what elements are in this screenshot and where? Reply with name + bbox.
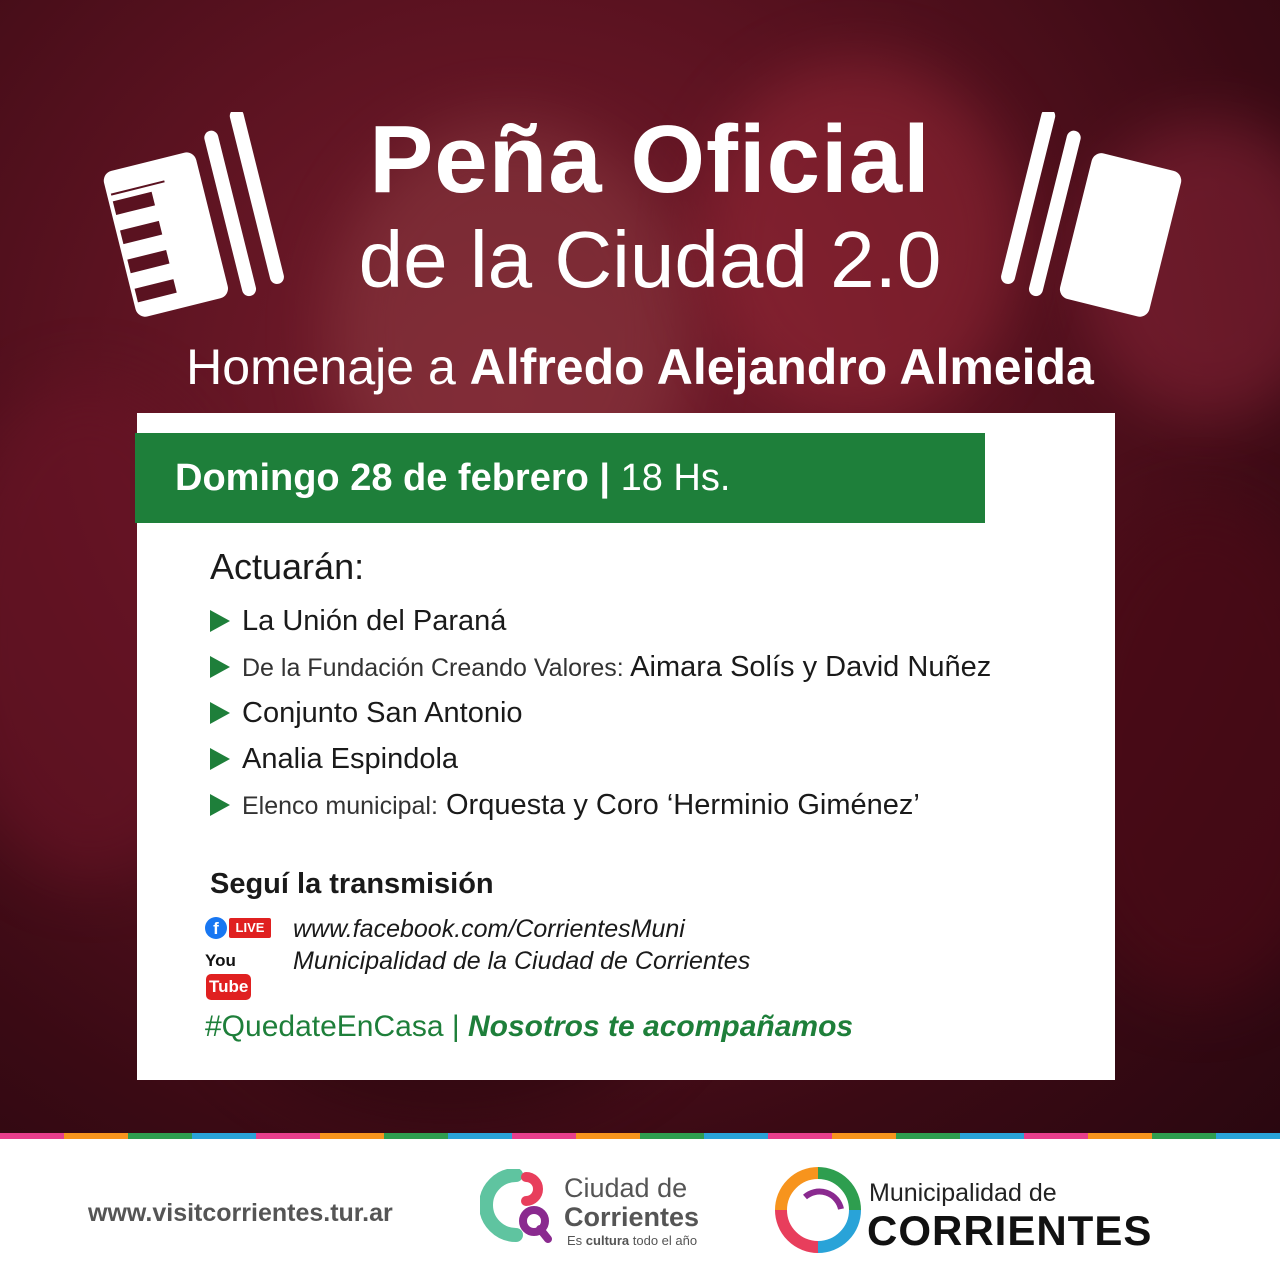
title-line-1: Peña Oficial: [369, 106, 931, 213]
performer-name: Conjunto San Antonio: [242, 697, 523, 729]
website-link[interactable]: www.visitcorrientes.tur.ar: [88, 1199, 393, 1227]
play-triangle-icon: [210, 610, 230, 632]
event-title: [300, 106, 1000, 310]
stream-heading: Seguí la transmisión: [210, 868, 494, 900]
accordion-icon: [95, 112, 295, 322]
info-card: [137, 413, 1115, 1080]
cdc-tagline: [567, 1233, 697, 1248]
play-triangle-icon: [210, 702, 230, 724]
accordion-icon: [990, 112, 1190, 322]
homage-prefix: Homenaje a: [186, 339, 456, 395]
facebook-icon: f: [205, 917, 227, 939]
cdc-logo-mark-icon: [480, 1169, 554, 1245]
municipalidad-name-line-2: CORRIENTES: [867, 1207, 1153, 1254]
event-time: 18 Hs.: [620, 457, 731, 499]
list-item: [210, 644, 991, 690]
slogan: Nosotros te acompañamos: [468, 1010, 854, 1043]
list-item: [210, 598, 991, 644]
play-triangle-icon: [210, 656, 230, 678]
youtube-stream-row: [205, 945, 1065, 996]
ciudad-de-corrientes-logo: [480, 1169, 720, 1249]
performer-prefix: De la Fundación Creando Valores:: [242, 654, 624, 682]
cdc-tag-post: todo el año: [632, 1233, 698, 1248]
play-triangle-icon: [210, 748, 230, 770]
list-item: [210, 690, 991, 736]
live-badge: LIVE: [229, 918, 271, 938]
cdc-tag-bold: cultura: [585, 1233, 630, 1248]
facebook-stream-row: [205, 913, 1065, 945]
performers-heading: Actuarán:: [210, 546, 365, 587]
youtube-icon: [205, 948, 273, 996]
hashtag: #QuedateEnCasa: [205, 1010, 444, 1043]
cdc-name-line-1: Ciudad de: [564, 1173, 688, 1203]
hashtag-separator: |: [451, 1010, 460, 1043]
performer-name: Analia Espindola: [242, 743, 459, 775]
play-triangle-icon: [210, 794, 230, 816]
homage-subtitle: [0, 338, 1280, 396]
homage-name: Alfredo Alejandro Almeida: [469, 339, 1094, 395]
facebook-link[interactable]: www.facebook.com/CorrientesMuni: [293, 915, 685, 943]
title-block: [0, 100, 1280, 330]
performer-name: Orquesta y Coro ‘Herminio Giménez’: [446, 789, 920, 821]
cdc-name-line-2: Corrientes: [564, 1202, 700, 1232]
event-date: Domingo 28 de febrero: [175, 457, 589, 499]
date-banner: [135, 433, 985, 523]
youtube-tube-text: Tube: [206, 974, 251, 1000]
performer-name: La Unión del Paraná: [242, 605, 507, 637]
list-item: [210, 782, 991, 828]
performer-name: Aimara Solís y David Nuñez: [630, 651, 992, 683]
youtube-channel[interactable]: Municipalidad de la Ciudad de Corrientes: [293, 947, 751, 975]
title-line-2: de la Ciudad 2.0: [358, 215, 942, 304]
list-item: [210, 736, 991, 782]
performer-prefix: Elenco municipal:: [242, 792, 438, 820]
municipalidad-logo: [775, 1167, 1175, 1257]
cdc-tag-pre: Es: [567, 1233, 583, 1248]
performers-list: [210, 598, 991, 828]
date-separator: |: [599, 457, 611, 499]
municipalidad-logo-mark-icon: [775, 1167, 861, 1253]
youtube-you-text: You: [205, 951, 236, 970]
hashtag-line: [205, 1010, 853, 1044]
municipalidad-name-line-1: Municipalidad de: [869, 1179, 1057, 1207]
footer: [0, 1139, 1280, 1280]
